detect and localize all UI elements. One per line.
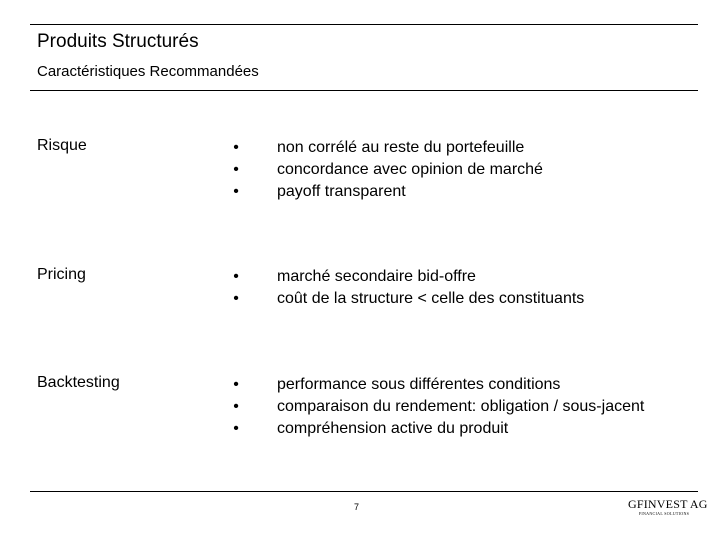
bullet-icon: • xyxy=(233,420,239,437)
bullet-icon: • xyxy=(233,290,239,307)
list-item-text: compréhension active du produit xyxy=(277,420,509,437)
page-number: 7 xyxy=(354,502,360,512)
section-label: Backtesting xyxy=(37,374,120,391)
list-item-text: marché secondaire bid-offre xyxy=(277,268,476,285)
list-item-text: performance sous différentes conditions xyxy=(277,376,561,393)
section-label: Pricing xyxy=(37,266,86,283)
footer-rule xyxy=(30,491,698,492)
list-item-text: coût de la structure < celle des constituants xyxy=(277,290,585,307)
list-item-text: concordance avec opinion de marché xyxy=(277,161,543,178)
header-rule xyxy=(30,90,698,91)
list-item-text: comparaison du rendement: obligation / sous-jacent xyxy=(277,398,645,415)
slide-subtitle: Caractéristiques Recommandées xyxy=(37,63,259,80)
bullet-icon: • xyxy=(233,398,239,415)
logo-text: GFINVEST AG xyxy=(628,497,708,511)
bullet-icon: • xyxy=(233,268,239,285)
list-item-text: non corrélé au reste du portefeuille xyxy=(277,139,525,156)
bullet-icon: • xyxy=(233,183,239,200)
bullet-icon: • xyxy=(233,376,239,393)
bullet-icon: • xyxy=(233,161,239,178)
slide-title: Produits Structurés xyxy=(37,31,199,52)
list-item-text: payoff transparent xyxy=(277,183,406,200)
company-logo xyxy=(628,497,708,517)
bullet-icon: • xyxy=(233,139,239,156)
section-label: Risque xyxy=(37,137,87,154)
top-rule xyxy=(30,24,698,25)
logo-subtext: FINANCIAL SOLUTIONS xyxy=(638,511,690,516)
